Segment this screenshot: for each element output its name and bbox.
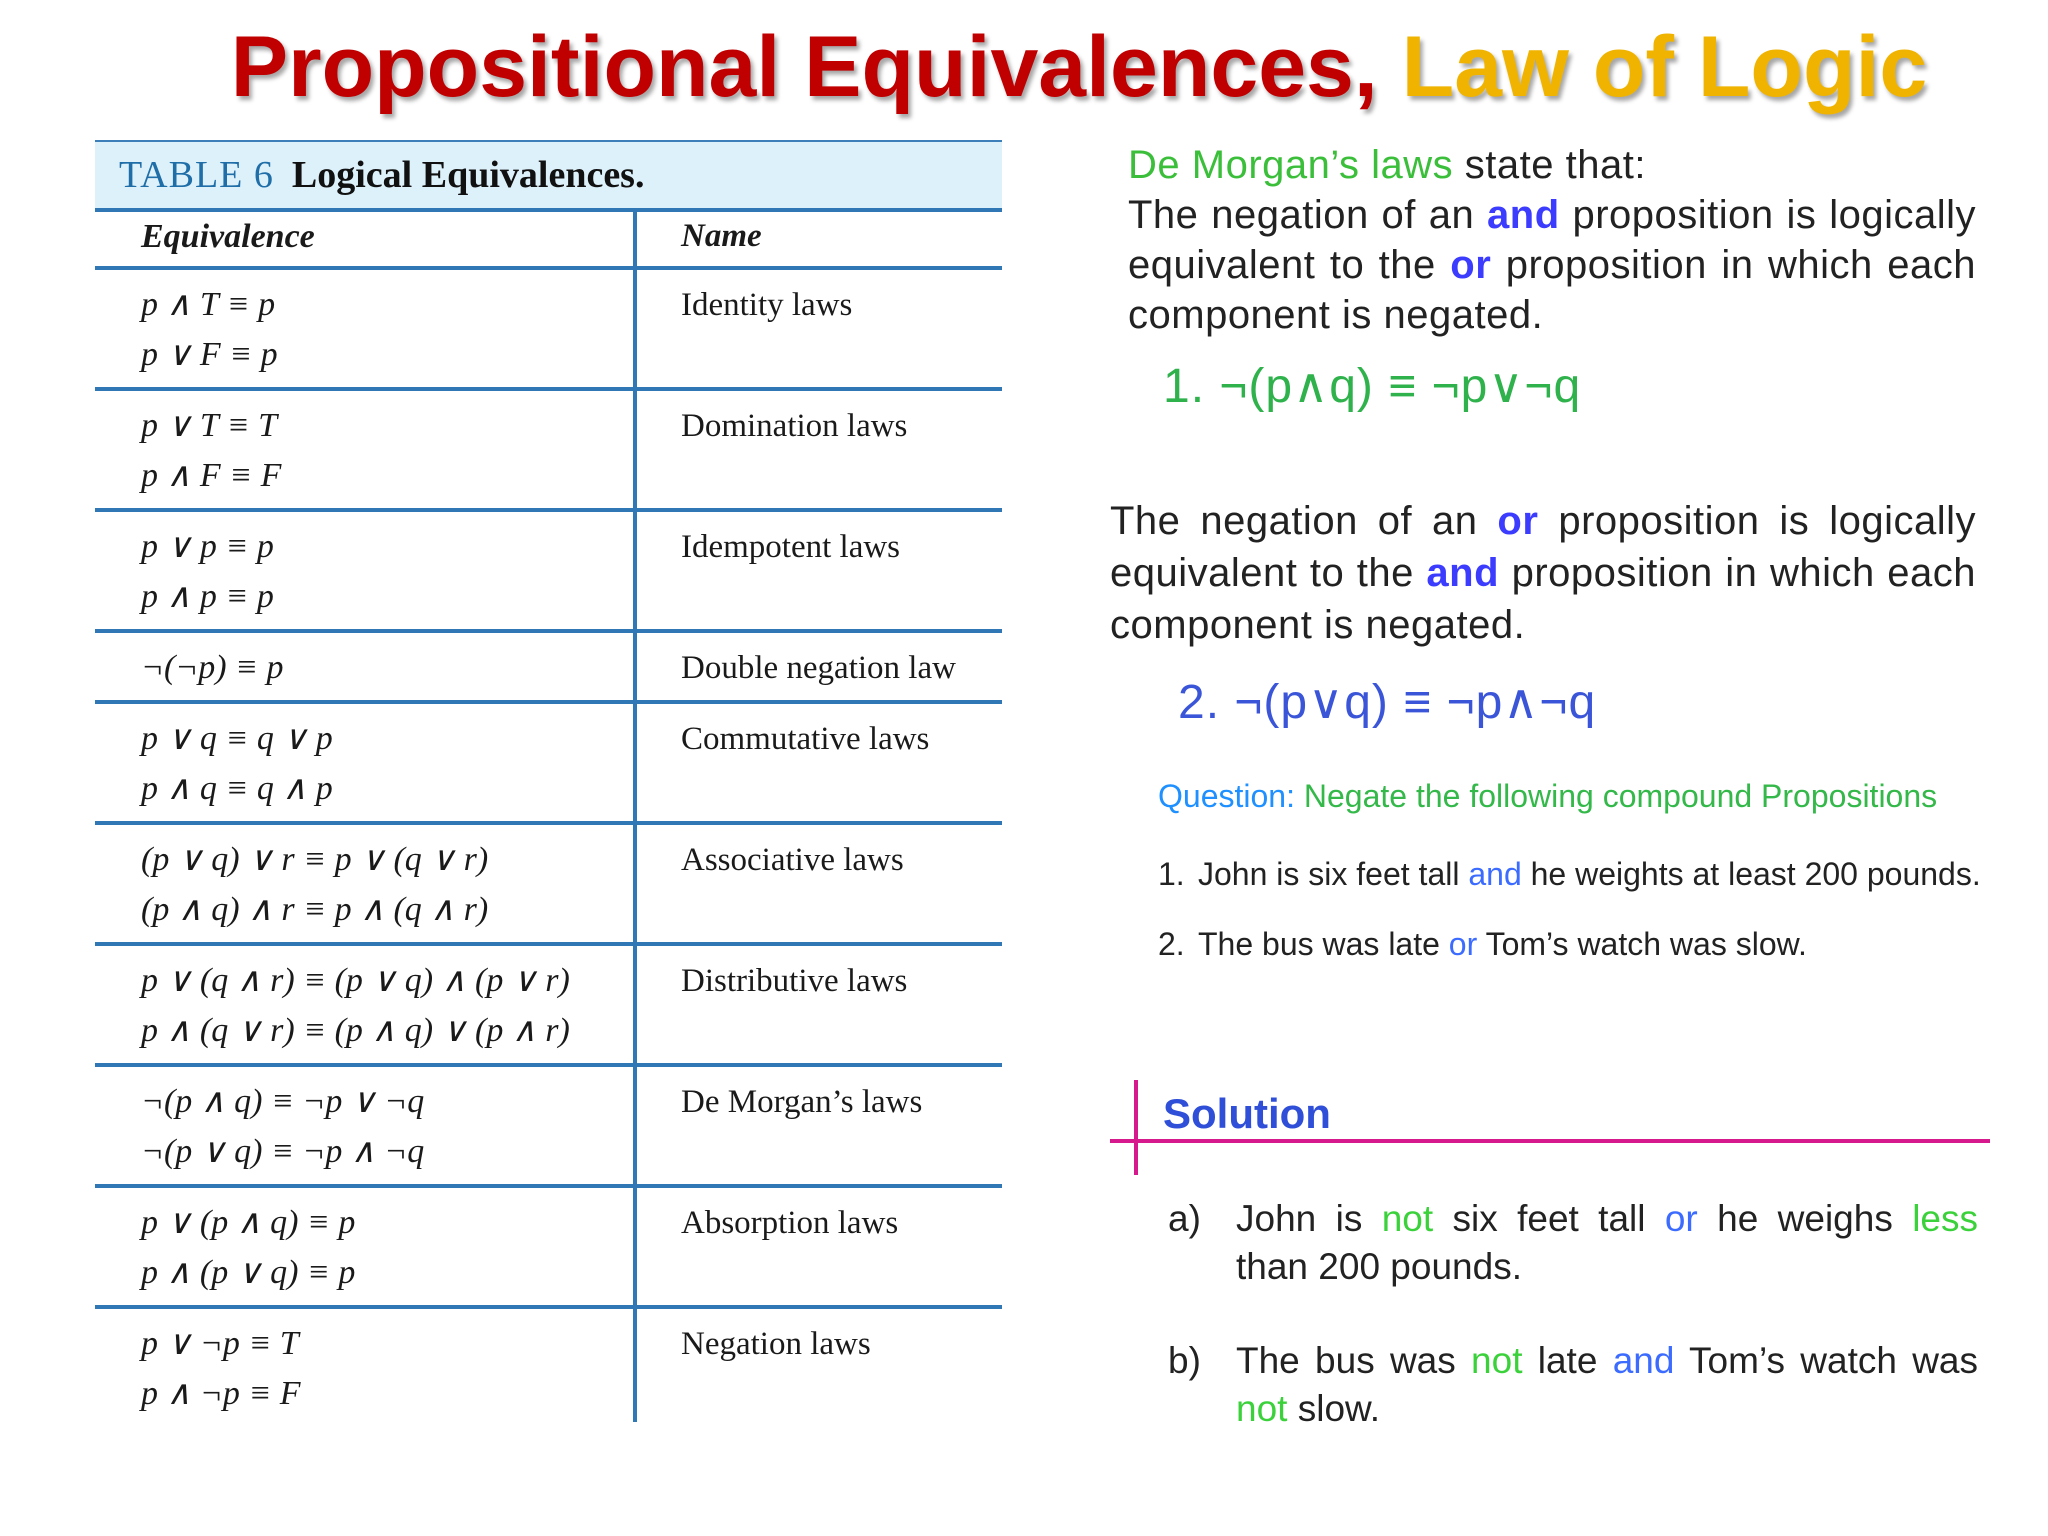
answer-text: six feet tall xyxy=(1433,1198,1665,1239)
answer-text: late xyxy=(1522,1340,1613,1381)
law-name: Domination laws xyxy=(681,408,908,444)
equivalence-line: ¬(¬p) ≡ p xyxy=(141,649,284,686)
equivalence-line: p ∧ (p ∨ q) ≡ p xyxy=(141,1254,356,1291)
formula-2: 2. ¬(p∨q) ≡ ¬p∧¬q xyxy=(1178,676,1597,729)
table-caption xyxy=(95,142,1002,212)
formula-1: 1. ¬(p∧q) ≡ ¬p∨¬q xyxy=(1163,360,1582,413)
law-name: Negation laws xyxy=(681,1326,871,1362)
keyword-or: or xyxy=(1450,243,1492,287)
law-name: Idempotent laws xyxy=(681,529,901,565)
solution-title: Solution xyxy=(1163,1090,1331,1137)
table-number: TABLE 6 xyxy=(119,154,274,196)
question-text: Negate the following compound Propositions xyxy=(1294,778,1938,814)
equivalence-line: p ∨ (q ∧ r) ≡ (p ∨ q) ∧ (p ∨ r) xyxy=(141,962,570,999)
equivalence-cell xyxy=(95,825,637,942)
solution-vertical-rule xyxy=(1134,1080,1138,1175)
equivalence-line: p ∨ p ≡ p xyxy=(141,528,274,565)
equivalence-line: (p ∧ q) ∧ r ≡ p ∧ (q ∧ r) xyxy=(141,891,489,928)
statement-text: proposition is logically equivalent to the xyxy=(1110,499,1976,595)
statement-text: The negation of an xyxy=(1128,193,1488,237)
law-name: Double negation law xyxy=(681,650,956,686)
demorgan-lead-rest: state that: xyxy=(1453,143,1646,187)
law-name-cell xyxy=(637,270,1002,387)
demorgan-statement-2 xyxy=(1110,495,1976,651)
keyword-or: or xyxy=(1497,499,1539,543)
law-name: Associative laws xyxy=(681,842,904,878)
question-number: 2. xyxy=(1158,926,1185,962)
statement-text: proposition in which each component is negated. xyxy=(1128,243,1976,337)
equivalence-line: p ∨ ¬p ≡ T xyxy=(141,1325,299,1362)
equivalence-line: ¬(p ∧ q) ≡ ¬p ∨ ¬q xyxy=(141,1083,425,1120)
header-equivalence: Equivalence xyxy=(95,212,637,266)
question-text-part: he weights at least 200 pounds. xyxy=(1521,856,1981,892)
question-item xyxy=(1158,854,1988,894)
answer-text: John is xyxy=(1236,1198,1382,1239)
solution-answers xyxy=(1168,1195,1978,1479)
equivalence-line: p ∧ F ≡ F xyxy=(141,457,282,494)
table-row xyxy=(95,270,1002,391)
statement-text: The negation of an xyxy=(1110,499,1498,543)
answer-label: b) xyxy=(1168,1340,1201,1381)
law-name: De Morgan’s laws xyxy=(681,1084,923,1120)
equivalence-cell xyxy=(95,270,637,387)
law-name: Distributive laws xyxy=(681,963,908,999)
equivalence-line: p ∧ ¬p ≡ F xyxy=(141,1375,301,1412)
table-row xyxy=(95,1309,1002,1422)
table-row xyxy=(95,825,1002,946)
demorgan-statement-1 xyxy=(1128,140,1976,340)
answer-text: Tom’s watch was xyxy=(1674,1340,1979,1381)
keyword-and: and xyxy=(1426,551,1500,595)
table-row xyxy=(95,1188,1002,1309)
table-row xyxy=(95,633,1002,704)
equivalence-line: p ∨ q ≡ q ∨ p xyxy=(141,720,333,757)
table-row xyxy=(95,704,1002,825)
keyword-and: and xyxy=(1612,1340,1675,1381)
equivalence-cell xyxy=(95,704,637,821)
equivalence-line: ¬(p ∨ q) ≡ ¬p ∧ ¬q xyxy=(141,1133,425,1170)
law-name-cell xyxy=(637,704,1002,821)
equivalence-line: p ∧ p ≡ p xyxy=(141,578,274,615)
table-title: Logical Equivalences. xyxy=(291,154,645,196)
answer-text: slow. xyxy=(1287,1388,1380,1429)
title-part-1: Propositional Equivalences, xyxy=(230,19,1378,115)
law-name-cell xyxy=(637,633,1002,700)
keyword-and: and xyxy=(1468,856,1522,892)
law-name-cell xyxy=(637,1309,1002,1422)
keyword-not: not xyxy=(1471,1340,1523,1381)
law-name: Commutative laws xyxy=(681,721,930,757)
law-name: Absorption laws xyxy=(681,1205,899,1241)
law-name-cell xyxy=(637,825,1002,942)
equivalence-cell xyxy=(95,946,637,1063)
equivalence-line: p ∨ T ≡ T xyxy=(141,407,278,444)
equivalence-line: p ∨ F ≡ p xyxy=(141,336,278,373)
question-number: 1. xyxy=(1158,856,1185,892)
answer-text: he weighs xyxy=(1697,1198,1913,1239)
equivalence-cell xyxy=(95,1067,637,1184)
keyword-less: less xyxy=(1912,1198,1979,1239)
answer-text: The bus was xyxy=(1236,1340,1472,1381)
equivalence-line: p ∨ (p ∧ q) ≡ p xyxy=(141,1204,356,1241)
keyword-or: or xyxy=(1664,1198,1698,1239)
header-name: Name xyxy=(681,218,762,254)
equivalence-cell xyxy=(95,512,637,629)
equivalence-line: p ∧ (q ∨ r) ≡ (p ∧ q) ∨ (p ∧ r) xyxy=(141,1012,570,1049)
equivalence-cell xyxy=(95,391,637,508)
law-name-cell xyxy=(637,1188,1002,1305)
law-name-cell xyxy=(637,391,1002,508)
equivalence-line: (p ∨ q) ∨ r ≡ p ∨ (q ∨ r) xyxy=(141,841,489,878)
question-text-part: John is six feet tall xyxy=(1198,856,1469,892)
demorgan-lead: De Morgan’s laws xyxy=(1128,143,1454,187)
table-header-row xyxy=(95,212,1002,270)
table-row xyxy=(95,391,1002,512)
statement-text: proposition is logically equivalent to the xyxy=(1128,193,1976,287)
page-title xyxy=(55,18,2048,117)
equivalence-table xyxy=(95,140,1002,1412)
keyword-or: or xyxy=(1448,926,1478,962)
statement-text: proposition in which each component is negated. xyxy=(1110,551,1976,647)
equivalence-cell xyxy=(95,1309,637,1422)
solution-horizontal-rule xyxy=(1110,1139,1990,1143)
question-label: Question: xyxy=(1158,778,1295,814)
law-name-cell xyxy=(637,946,1002,1063)
answer-label: a) xyxy=(1168,1198,1201,1239)
table-row xyxy=(95,1067,1002,1188)
table-row xyxy=(95,512,1002,633)
question-text-part: The bus was late xyxy=(1198,926,1449,962)
law-name-cell xyxy=(637,1067,1002,1184)
title-part-2: Law of Logic xyxy=(1401,19,1928,115)
question-item xyxy=(1158,924,1988,964)
keyword-not: not xyxy=(1381,1198,1434,1239)
equivalence-line: p ∧ q ≡ q ∧ p xyxy=(141,770,333,807)
equivalence-line: p ∧ T ≡ p xyxy=(141,286,276,323)
answer-b xyxy=(1168,1337,1978,1433)
question-list xyxy=(1158,854,1988,994)
law-name-cell xyxy=(637,512,1002,629)
question-text-part: Tom’s watch was slow. xyxy=(1477,926,1807,962)
question-heading xyxy=(1158,778,1937,815)
answer-a xyxy=(1168,1195,1978,1291)
law-name: Identity laws xyxy=(681,287,853,323)
equivalence-cell xyxy=(95,633,637,700)
answer-text: than 200 pounds. xyxy=(1236,1246,1522,1287)
keyword-and: and xyxy=(1487,193,1560,237)
table-body xyxy=(95,212,1002,1422)
equivalence-cell xyxy=(95,1188,637,1305)
table-row xyxy=(95,946,1002,1067)
keyword-not: not xyxy=(1236,1388,1288,1429)
